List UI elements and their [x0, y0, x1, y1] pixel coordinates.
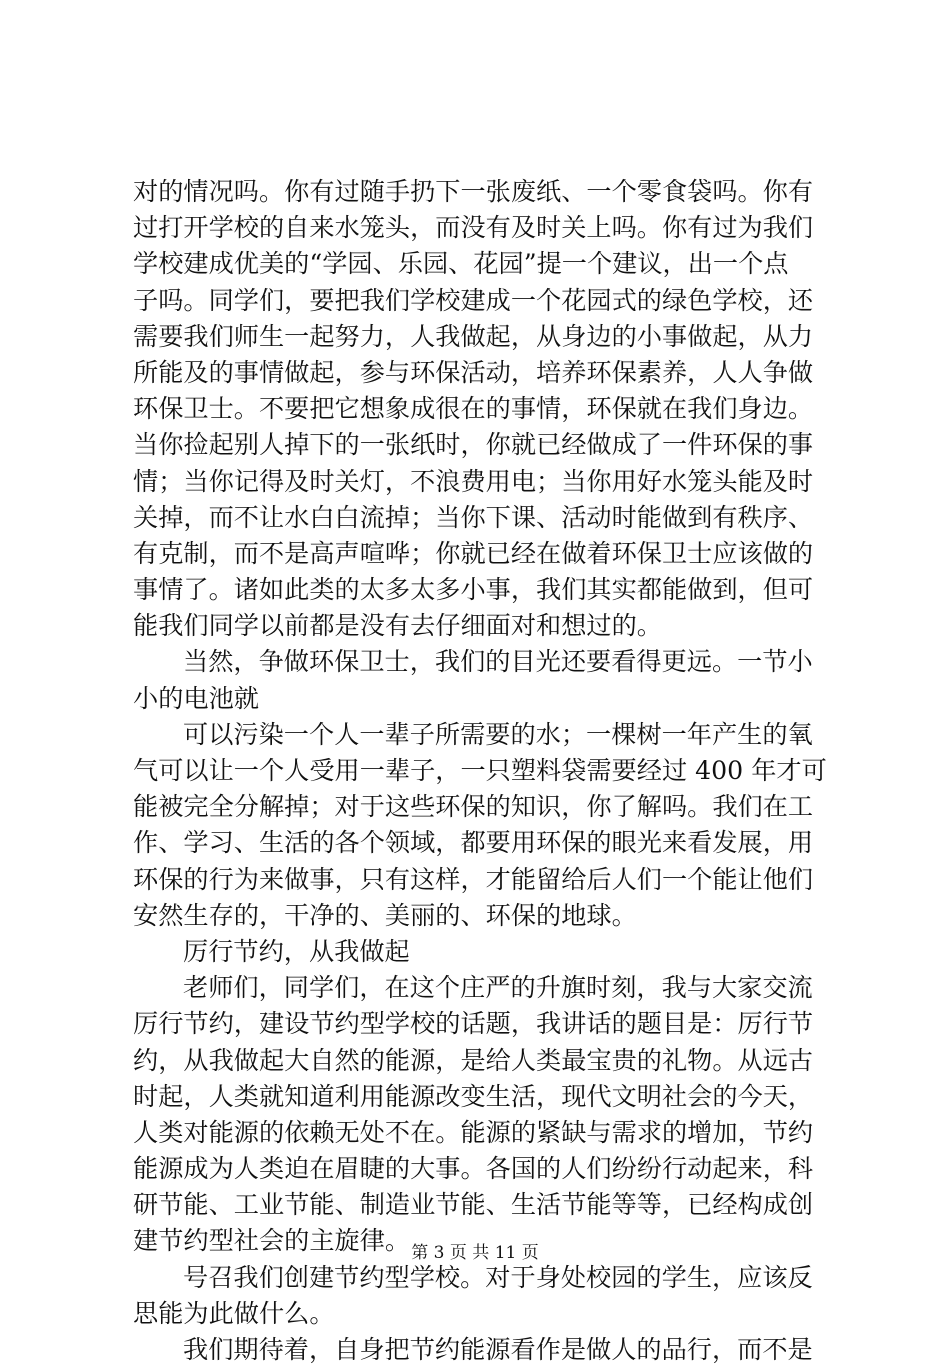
text-line: 事情了。诸如此类的太多太多小事，我们其实都能做到，但可 — [133, 575, 814, 605]
text-line: 对的情况吗。你有过随手扔下一张废纸、一个零食袋吗。你有 — [133, 177, 814, 206]
text-line: 情；当你记得及时关灯，不浪费用电；当你用好水笼头能及时 — [133, 466, 814, 496]
paragraph-first-line: 老师们，同学们，在这个庄严的升旗时刻，我与大家交流 — [183, 973, 813, 1003]
text-line: 当你捡起别人掉下的一张纸时，你就已经做成了一件环保的事 — [133, 430, 814, 460]
text-line: 作、学习、生活的各个领域，都要用环保的眼光来看发展，用 — [133, 828, 814, 858]
text-line: 人类对能源的依赖无处不在。能源的紧缺与需求的增加，节约 — [133, 1117, 814, 1147]
text-line: 子吗。同学们，要把我们学校建成一个花园式的绿色学校，还 — [133, 285, 814, 315]
section-heading: 厉行节约，从我做起 — [183, 936, 410, 966]
text-line: 有克制，而不是高声喧哗；你就已经在做着环保卫士应该做的 — [133, 538, 814, 568]
text-line: 时起，人类就知道利用能源改变生活，现代文明社会的今天， — [133, 1081, 814, 1111]
text-line: 能我们同学以前都是没有去仔细面对和想过的。 — [133, 611, 662, 641]
text-line: 学校建成优美的“学园、乐园、花园”提一个建议，出一个点 — [133, 249, 789, 279]
text-line: 关掉，而不让水白白流掉；当你下课、活动时能做到有秩序、 — [133, 502, 814, 532]
text-line: 环保的行为来做事，只有这样，才能留给后人们一个能让他们 — [133, 864, 814, 894]
text-line: 需要我们师生一起努力，人我做起，从身边的小事做起，从力 — [133, 321, 814, 351]
text-line: 约，从我做起大自然的能源，是给人类最宝贵的礼物。从远古 — [133, 1045, 814, 1075]
body-text — [133, 174, 833, 1368]
text-line: 建节约型社会的主旋律。 — [133, 1226, 411, 1256]
page-number-footer: 第 3 页 共 11 页 — [411, 1243, 539, 1263]
text-line: 能被完全分解掉；对于这些环保的知识，你了解吗。我们在工 — [133, 792, 814, 822]
text-line: 能源成为人类迫在眉睫的大事。各国的人们纷纷行动起来，科 — [133, 1154, 814, 1184]
text-line: 气可以让一个人受用一辈子，一只塑料袋需要经过 400 年才可 — [133, 756, 827, 785]
text-line: 厉行节约，建设节约型学校的话题，我讲话的题目是：厉行节 — [133, 1009, 814, 1039]
paragraph-first-line: 当然，争做环保卫士，我们的目光还要看得更远。一节小 — [183, 647, 813, 677]
text-line: 过打开学校的自来水笼头，而没有及时关上吗。你有过为我们 — [133, 213, 814, 243]
paragraph-first-line: 可以污染一个人一辈子所需要的水；一棵树一年产生的氧 — [183, 719, 813, 749]
text-line: 研节能、工业节能、制造业节能、生活节能等等，已经构成创 — [133, 1190, 814, 1220]
text-line: 所能及的事情做起，参与环保活动，培养环保素养，人人争做 — [133, 357, 814, 387]
text-line: 环保卫士。不要把它想象成很在的事情，环保就在我们身边。 — [133, 394, 814, 424]
text-line: 安然生存的，干净的、美丽的、环保的地球。 — [133, 900, 637, 930]
text-line: 思能为此做什么。 — [133, 1298, 335, 1328]
paragraph-first-line: 号召我们创建节约型学校。对于身处校园的学生，应该反 — [183, 1262, 813, 1292]
paragraph-first-line: 我们期待着，自身把节约能源看作是做人的品行，而不是 — [183, 1335, 813, 1364]
text-line: 小的电池就 — [133, 683, 259, 713]
